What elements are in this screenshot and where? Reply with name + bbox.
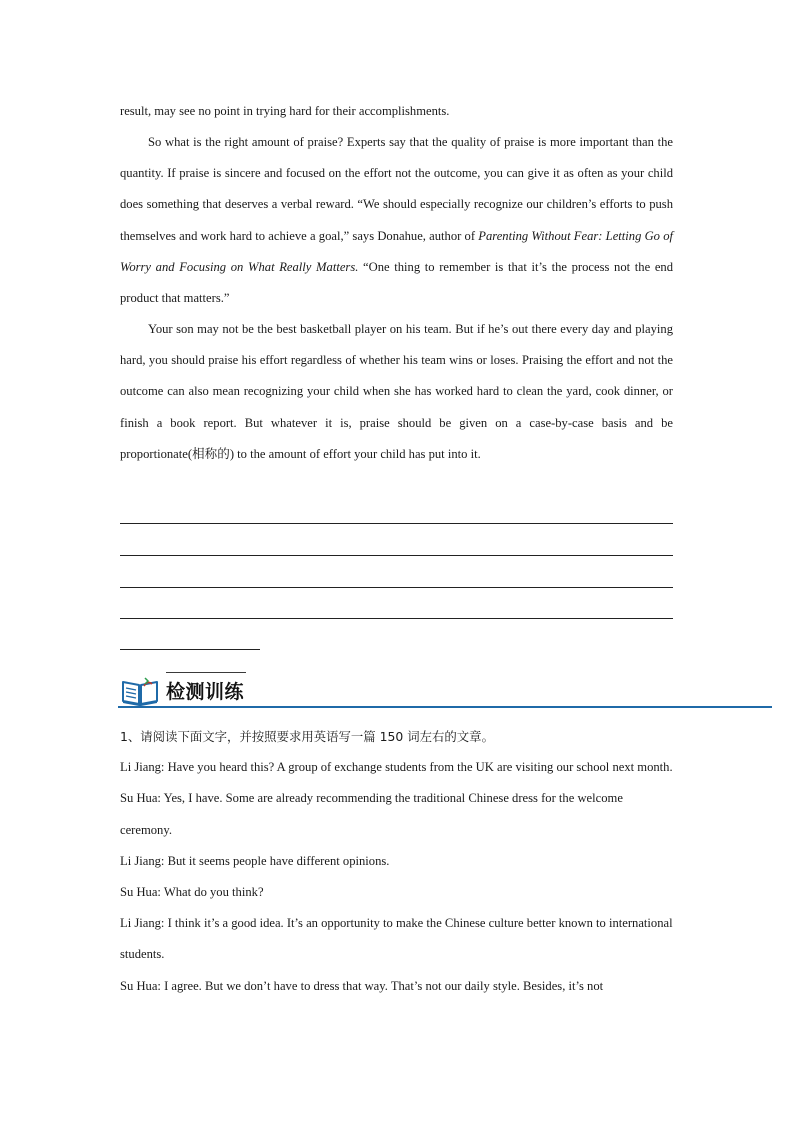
dialogue-line: Su Hua: Yes, I have. Some are already recommending the traditional Chinese dress for the welcome ceremony. <box>120 791 623 837</box>
section-title: 检测训练 <box>166 681 245 703</box>
answer-line[interactable] <box>120 523 673 524</box>
passage-paragraph-3-text: Your son may not be the best basketball player on his team. But if he’s out there every day and playing hard, you should praise his effort regardless of whether his team wins or loses. Praising the effort and not the outcome can also mean recognizing your child when she has worked hard to clean the yard, cook dinner, or finish a book report. But whatever it is, praise should be given on a case-by-case basis and be proportionate(相称的) to the amount of effort your child has put into it. <box>120 322 673 461</box>
section-underline <box>118 706 772 708</box>
section-header <box>118 668 774 710</box>
dialogue-line: Li Jiang: But it seems people have different opinions. <box>120 853 390 868</box>
dialogue-line: Li Jiang: I think it’s a good idea. It’s an opportunity to make the Chinese culture better known to international students. <box>120 916 673 962</box>
passage-paragraph-2-text-b: “One thing to remember is that it’s the process not the end product that matters.” <box>120 259 673 306</box>
passage-paragraph-1-text: result, may see no point in trying hard for their accomplishments. <box>120 104 450 118</box>
answer-line[interactable] <box>120 618 673 619</box>
answer-line-short[interactable] <box>120 649 260 650</box>
passage-paragraph-1 <box>120 96 673 127</box>
passage-paragraph-2 <box>120 127 673 314</box>
answer-line[interactable] <box>120 587 673 588</box>
passage-paragraph-3 <box>120 314 673 470</box>
section-overline <box>166 672 246 673</box>
open-book-icon <box>120 674 160 706</box>
dialogue-line: Li Jiang: Have you heard this? A group of exchange students from the UK are visiting our school next month. <box>120 760 673 775</box>
passage-paragraph-2-text-a: So what is the right amount of praise? Experts say that the quality of praise is more important than the quantity. If praise is sincere and focused on the effort not the outcome, you can give it as often as your child does something that deserves a verbal reward. “We should especially recognize our children’s efforts to push themselves and work hard to achieve a goal,” says Donahue, author of <box>120 135 673 243</box>
answer-line[interactable] <box>120 555 673 556</box>
exercise-instruction: 1、请阅读下面文字，并按照要求用英语写一篇 150 词左右的文章。 <box>120 729 494 744</box>
dialogue-line: Su Hua: What do you think? <box>120 885 264 900</box>
book-title: Parenting Without Fear: Letting Go of Worry and Focusing on What Really Matters. <box>120 228 673 274</box>
exercise-block <box>120 721 673 1002</box>
dialogue-line: Su Hua: I agree. But we don’t have to dress that way. That’s not our daily style. Besides, it’s not <box>120 978 604 993</box>
